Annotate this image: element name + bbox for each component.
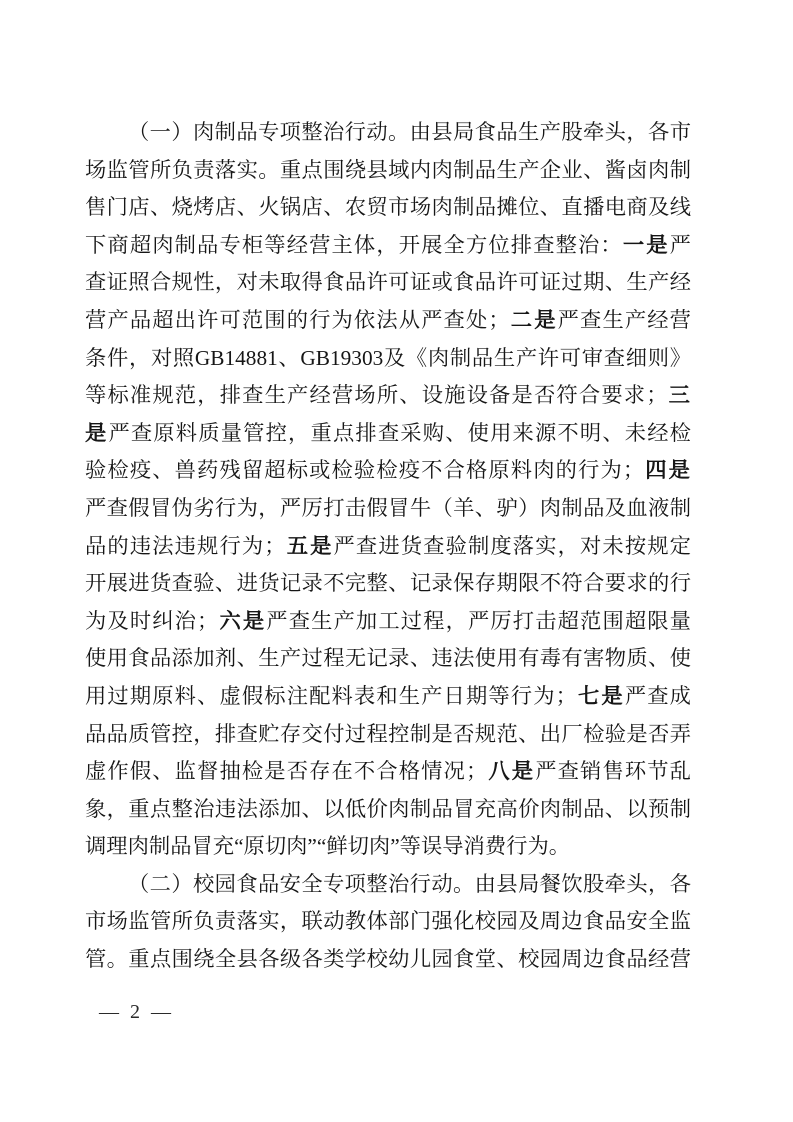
text-line bbox=[85, 828, 691, 866]
text-line bbox=[85, 415, 691, 453]
text-line bbox=[85, 791, 691, 829]
text-run: 查证照合规性，对未取得食品许可证或食品许可证过期、生产经 bbox=[85, 270, 691, 295]
bold-ordinal-marker: 六是 bbox=[218, 608, 267, 633]
bold-ordinal-marker: 八是 bbox=[487, 759, 536, 784]
page-footer bbox=[99, 998, 174, 1026]
text-line bbox=[85, 903, 691, 941]
bold-ordinal-marker: 一是 bbox=[622, 232, 670, 257]
text-line bbox=[85, 716, 691, 754]
text-line bbox=[85, 490, 691, 528]
text-line bbox=[85, 377, 691, 415]
bold-ordinal-marker: 二是 bbox=[509, 307, 558, 332]
bold-ordinal-marker: 三 bbox=[667, 383, 691, 408]
text-line bbox=[85, 302, 691, 340]
text-run: 营产品超出许可范围的行为依法从严查处； bbox=[85, 307, 510, 332]
text-line bbox=[85, 528, 691, 566]
text-run: 场监管所负责落实。重点围绕县域内肉制品生产企业、酱卤肉制 bbox=[85, 157, 691, 182]
text-line bbox=[85, 189, 691, 227]
text-line bbox=[85, 152, 691, 190]
bold-ordinal-marker: 七是 bbox=[576, 683, 625, 708]
text-line bbox=[85, 227, 691, 265]
text-line bbox=[85, 866, 691, 904]
text-run: 开展进货查验、进货记录不完整、记录保存期限不符合要求的行 bbox=[85, 571, 691, 596]
text-run: （一）肉制品专项整治行动。由县局食品生产股牵头，各市 bbox=[128, 120, 691, 144]
text-run: 市场监管所负责落实，联动教体部门强化校园及周边食品安全监 bbox=[85, 909, 691, 934]
text-line bbox=[85, 753, 691, 791]
text-run: 品品质管控，排查贮存交付过程控制是否规范、出厂检验是否弄 bbox=[85, 721, 691, 746]
text-line bbox=[85, 452, 691, 490]
page-number: — 2 — bbox=[99, 1001, 174, 1023]
text-run: 严 bbox=[669, 232, 691, 257]
bold-ordinal-marker: 四是 bbox=[644, 458, 691, 483]
text-run: 等标准规范，排查生产经营场所、设施设备是否符合要求； bbox=[85, 383, 668, 408]
text-line bbox=[85, 640, 691, 678]
text-run: 下商超肉制品专柜等经营主体，开展全方位排查整治： bbox=[85, 232, 623, 257]
text-run: 虚作假、监督抽检是否存在不合格情况； bbox=[85, 759, 488, 784]
text-run: 调理肉制品冒充“原切肉”“鲜切肉”等误导消费行为。 bbox=[85, 834, 571, 859]
text-line bbox=[85, 264, 691, 302]
text-run: 严查生产经营 bbox=[557, 307, 691, 332]
text-run: 为及时纠治； bbox=[85, 608, 219, 633]
text-run: 严查假冒伪劣行为，严厉打击假冒牛（羊、驴）肉制品及血液制 bbox=[85, 495, 691, 520]
bold-ordinal-marker: 是 bbox=[85, 420, 109, 445]
text-line bbox=[85, 678, 691, 716]
text-run: 条件，对照GB14881、GB19303及《肉制品生产许可审查细则》 bbox=[85, 345, 691, 370]
text-run: 严查进货查验制度落实，对未按规定 bbox=[333, 533, 691, 558]
text-line bbox=[85, 941, 691, 979]
text-run: 品的违法违规行为； bbox=[85, 533, 286, 558]
text-run: 使用食品添加剂、生产过程无记录、违法使用有毒有害物质、使 bbox=[85, 646, 691, 671]
text-run: 严查原料质量管控，重点排查采购、使用来源不明、未经检 bbox=[108, 420, 691, 445]
text-run: 严查生产加工过程，严厉打击超范围超限量 bbox=[266, 608, 691, 633]
text-run: 售门店、烧烤店、火锅店、农贸市场肉制品摊位、直播电商及线 bbox=[85, 195, 691, 220]
text-line bbox=[85, 565, 691, 603]
text-run: 象，重点整治违法添加、以低价肉制品冒充高价肉制品、以预制 bbox=[85, 796, 691, 821]
text-run: 用过期原料、虚假标注配料表和生产日期等行为； bbox=[85, 683, 577, 708]
text-run: 验检疫、兽药残留超标或检验检疫不合格原料肉的行为； bbox=[85, 458, 645, 483]
text-run: 严查销售环节乱 bbox=[535, 759, 691, 784]
text-run: （二）校园食品安全专项整治行动。由县局餐饮股牵头，各 bbox=[128, 871, 691, 896]
text-run: 严查成 bbox=[624, 683, 691, 708]
text-line bbox=[85, 340, 691, 378]
text-run: 管。重点围绕全县各级各类学校幼儿园食堂、校园周边食品经营 bbox=[85, 947, 691, 972]
document-body bbox=[85, 114, 691, 979]
bold-ordinal-marker: 五是 bbox=[285, 533, 334, 558]
text-line bbox=[85, 114, 691, 152]
text-line bbox=[85, 603, 691, 641]
